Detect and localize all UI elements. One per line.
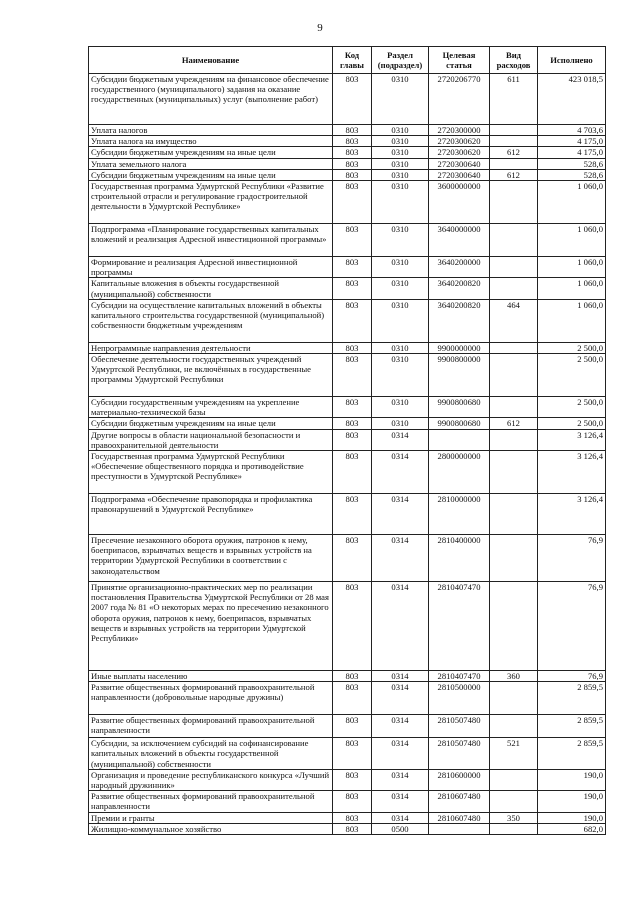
cell-section: 0310 bbox=[372, 299, 429, 342]
cell-section: 0310 bbox=[372, 224, 429, 257]
cell-kind bbox=[490, 823, 538, 834]
cell-name: Уплата налога на имущество bbox=[89, 136, 333, 147]
cell-name: Уплата земельного налога bbox=[89, 158, 333, 169]
cell-target: 2810507480 bbox=[429, 738, 490, 770]
cell-target: 2810407470 bbox=[429, 671, 490, 682]
cell-kind bbox=[490, 682, 538, 715]
table-row bbox=[89, 823, 606, 834]
cell-code: 803 bbox=[333, 397, 372, 418]
table-row bbox=[89, 136, 606, 147]
cell-section: 0314 bbox=[372, 715, 429, 738]
table-row bbox=[89, 169, 606, 180]
cell-kind: 360 bbox=[490, 671, 538, 682]
cell-target: 3640000000 bbox=[429, 224, 490, 257]
cell-done: 2 500,0 bbox=[538, 342, 606, 353]
table-row bbox=[89, 224, 606, 257]
cell-code: 803 bbox=[333, 429, 372, 450]
table-header-row bbox=[89, 47, 606, 74]
table-row bbox=[89, 158, 606, 169]
table-row bbox=[89, 278, 606, 299]
cell-code: 803 bbox=[333, 158, 372, 169]
cell-section: 0310 bbox=[372, 397, 429, 418]
cell-name: Капитальные вложения в объекты государственной (муниципальной) собственности bbox=[89, 278, 333, 299]
cell-code: 803 bbox=[333, 682, 372, 715]
cell-section: 0314 bbox=[372, 582, 429, 671]
cell-name: Иные выплаты населению bbox=[89, 671, 333, 682]
cell-code: 803 bbox=[333, 342, 372, 353]
table-row bbox=[89, 74, 606, 125]
cell-code: 803 bbox=[333, 738, 372, 770]
table-row bbox=[89, 715, 606, 738]
cell-kind bbox=[490, 494, 538, 535]
cell-name: Развитие общественных формирований правоохранительной направленности bbox=[89, 791, 333, 812]
cell-name: Премии и гранты bbox=[89, 812, 333, 823]
cell-code: 803 bbox=[333, 535, 372, 582]
cell-section: 0314 bbox=[372, 812, 429, 823]
cell-code: 803 bbox=[333, 181, 372, 224]
cell-kind: 350 bbox=[490, 812, 538, 823]
header-code: Код главы bbox=[333, 47, 372, 74]
cell-done: 190,0 bbox=[538, 812, 606, 823]
cell-done: 190,0 bbox=[538, 769, 606, 790]
cell-target: 2810600000 bbox=[429, 769, 490, 790]
cell-target: 9900800680 bbox=[429, 397, 490, 418]
cell-section: 0314 bbox=[372, 791, 429, 812]
cell-kind: 612 bbox=[490, 418, 538, 429]
table-row bbox=[89, 342, 606, 353]
cell-kind bbox=[490, 224, 538, 257]
cell-done: 2 500,0 bbox=[538, 354, 606, 397]
cell-kind bbox=[490, 715, 538, 738]
table-row bbox=[89, 257, 606, 278]
cell-name: Развитие общественных формирований правоохранительной направленности (добровольные народные дружины) bbox=[89, 682, 333, 715]
cell-code: 803 bbox=[333, 791, 372, 812]
cell-section: 0314 bbox=[372, 738, 429, 770]
cell-target: 9900800680 bbox=[429, 418, 490, 429]
cell-code: 803 bbox=[333, 451, 372, 494]
cell-kind bbox=[490, 582, 538, 671]
cell-code: 803 bbox=[333, 147, 372, 158]
cell-target: 3640200820 bbox=[429, 299, 490, 342]
table-row bbox=[89, 451, 606, 494]
cell-code: 803 bbox=[333, 715, 372, 738]
cell-code: 803 bbox=[333, 769, 372, 790]
cell-section: 0310 bbox=[372, 342, 429, 353]
cell-done: 2 500,0 bbox=[538, 418, 606, 429]
cell-done: 3 126,4 bbox=[538, 451, 606, 494]
cell-section: 0310 bbox=[372, 169, 429, 180]
cell-target: 9900800000 bbox=[429, 354, 490, 397]
cell-section: 0310 bbox=[372, 147, 429, 158]
cell-code: 803 bbox=[333, 418, 372, 429]
cell-section: 0310 bbox=[372, 181, 429, 224]
cell-done: 528,6 bbox=[538, 158, 606, 169]
cell-kind bbox=[490, 342, 538, 353]
cell-code: 803 bbox=[333, 136, 372, 147]
cell-name: Субсидии бюджетным учреждениям на иные цели bbox=[89, 418, 333, 429]
cell-section: 0314 bbox=[372, 429, 429, 450]
cell-target: 2720300000 bbox=[429, 125, 490, 136]
cell-kind bbox=[490, 429, 538, 450]
cell-kind bbox=[490, 158, 538, 169]
cell-code: 803 bbox=[333, 582, 372, 671]
cell-done: 1 060,0 bbox=[538, 224, 606, 257]
cell-target: 2720206770 bbox=[429, 74, 490, 125]
table-row bbox=[89, 494, 606, 535]
cell-section: 0310 bbox=[372, 74, 429, 125]
cell-kind: 612 bbox=[490, 147, 538, 158]
header-done: Исполнено bbox=[538, 47, 606, 74]
cell-target: 2720300620 bbox=[429, 136, 490, 147]
cell-target: 2720300640 bbox=[429, 169, 490, 180]
cell-section: 0310 bbox=[372, 354, 429, 397]
cell-done: 3 126,4 bbox=[538, 429, 606, 450]
cell-name: Развитие общественных формирований правоохранительной направленности bbox=[89, 715, 333, 738]
cell-name: Субсидии бюджетным учреждениям на иные цели bbox=[89, 169, 333, 180]
cell-section: 0500 bbox=[372, 823, 429, 834]
cell-name: Непрограммные направления деятельности bbox=[89, 342, 333, 353]
cell-name: Субсидии бюджетным учреждениям на финансовое обеспечение государственного (муниципального) задания на оказание государственных (муниципальных) услуг (выполнение работ) bbox=[89, 74, 333, 125]
cell-name: Другие вопросы в области национальной безопасности и правоохранительной деятельности bbox=[89, 429, 333, 450]
cell-name: Организация и проведение республиканского конкурса «Лучший народный дружинник» bbox=[89, 769, 333, 790]
cell-done: 1 060,0 bbox=[538, 257, 606, 278]
cell-target: 3600000000 bbox=[429, 181, 490, 224]
cell-name: Субсидии государственным учреждениям на укрепление материально-технической базы bbox=[89, 397, 333, 418]
cell-done: 423 018,5 bbox=[538, 74, 606, 125]
cell-section: 0314 bbox=[372, 451, 429, 494]
cell-done: 4 703,6 bbox=[538, 125, 606, 136]
cell-code: 803 bbox=[333, 125, 372, 136]
cell-done: 76,9 bbox=[538, 671, 606, 682]
cell-target: 2810607480 bbox=[429, 812, 490, 823]
cell-kind bbox=[490, 278, 538, 299]
cell-done: 528,6 bbox=[538, 169, 606, 180]
budget-table bbox=[88, 46, 606, 835]
cell-target: 3640200820 bbox=[429, 278, 490, 299]
cell-done: 682,0 bbox=[538, 823, 606, 834]
cell-name: Формирование и реализация Адресной инвестиционной программы bbox=[89, 257, 333, 278]
cell-name: Принятие организационно-практических мер по реализации постановления Правительства Удмуртской Республики от 28 мая 2007 года № 81 «О некоторых мерах по пресечению незаконного оборота оружия, патронов к нему, боеприпасов, взрывчатых веществ и взрывных устройств на территории Удмуртской Республики» bbox=[89, 582, 333, 671]
cell-kind: 612 bbox=[490, 169, 538, 180]
header-target: Целевая статья bbox=[429, 47, 490, 74]
cell-kind bbox=[490, 257, 538, 278]
cell-target: 2810400000 bbox=[429, 535, 490, 582]
cell-section: 0314 bbox=[372, 494, 429, 535]
cell-section: 0314 bbox=[372, 682, 429, 715]
cell-target: 2810407470 bbox=[429, 582, 490, 671]
cell-target: 2810607480 bbox=[429, 791, 490, 812]
table-row bbox=[89, 671, 606, 682]
cell-kind bbox=[490, 451, 538, 494]
cell-section: 0310 bbox=[372, 158, 429, 169]
cell-done: 190,0 bbox=[538, 791, 606, 812]
cell-name: Пресечение незаконного оборота оружия, патронов к нему, боеприпасов, взрывчатых веществ и взрывных устройств на территории Удмуртской Республики в соответствии с законодательством bbox=[89, 535, 333, 582]
cell-kind bbox=[490, 354, 538, 397]
cell-target: 2720300640 bbox=[429, 158, 490, 169]
table-row bbox=[89, 791, 606, 812]
cell-target: 2720300620 bbox=[429, 147, 490, 158]
table-row bbox=[89, 181, 606, 224]
cell-done: 2 500,0 bbox=[538, 397, 606, 418]
header-section: Раздел (подраздел) bbox=[372, 47, 429, 74]
cell-done: 2 859,5 bbox=[538, 715, 606, 738]
cell-section: 0310 bbox=[372, 257, 429, 278]
table-row bbox=[89, 429, 606, 450]
cell-name: Государственная программа Удмуртской Республики «Развитие строительной отрасли и регулирование градостроительной деятельности в Удмуртской Республике» bbox=[89, 181, 333, 224]
cell-kind: 611 bbox=[490, 74, 538, 125]
cell-name: Субсидии на осуществление капитальных вложений в объекты капитального строительства государственной (муниципальной) собственности бюджетным учреждениям bbox=[89, 299, 333, 342]
cell-name: Субсидии, за исключением субсидий на софинансирование капитальных вложений в объекты государственной (муниципальной) собственности bbox=[89, 738, 333, 770]
cell-target bbox=[429, 429, 490, 450]
cell-target: 3640200000 bbox=[429, 257, 490, 278]
cell-kind: 521 bbox=[490, 738, 538, 770]
table-row bbox=[89, 812, 606, 823]
cell-kind bbox=[490, 769, 538, 790]
table-row bbox=[89, 535, 606, 582]
cell-done: 76,9 bbox=[538, 535, 606, 582]
cell-code: 803 bbox=[333, 671, 372, 682]
cell-target: 9900000000 bbox=[429, 342, 490, 353]
cell-done: 76,9 bbox=[538, 582, 606, 671]
cell-code: 803 bbox=[333, 169, 372, 180]
cell-code: 803 bbox=[333, 812, 372, 823]
cell-section: 0314 bbox=[372, 535, 429, 582]
cell-kind bbox=[490, 125, 538, 136]
table-row bbox=[89, 354, 606, 397]
cell-name: Государственная программа Удмуртской Республики «Обеспечение общественного порядка и противодействие преступности в Удмуртской Республике» bbox=[89, 451, 333, 494]
cell-done: 1 060,0 bbox=[538, 181, 606, 224]
cell-done: 1 060,0 bbox=[538, 278, 606, 299]
cell-code: 803 bbox=[333, 257, 372, 278]
cell-name: Жилищно-коммунальное хозяйство bbox=[89, 823, 333, 834]
cell-name: Подпрограмма «Обеспечение правопорядка и профилактика правонарушений в Удмуртской Республике» bbox=[89, 494, 333, 535]
cell-target bbox=[429, 823, 490, 834]
table-row bbox=[89, 582, 606, 671]
cell-kind bbox=[490, 397, 538, 418]
cell-code: 803 bbox=[333, 299, 372, 342]
cell-name: Уплата налогов bbox=[89, 125, 333, 136]
cell-done: 2 859,5 bbox=[538, 738, 606, 770]
header-kind: Вид расходов bbox=[490, 47, 538, 74]
table-row bbox=[89, 147, 606, 158]
cell-name: Субсидии бюджетным учреждениям на иные цели bbox=[89, 147, 333, 158]
cell-done: 4 175,0 bbox=[538, 136, 606, 147]
cell-section: 0314 bbox=[372, 769, 429, 790]
cell-done: 1 060,0 bbox=[538, 299, 606, 342]
cell-done: 3 126,4 bbox=[538, 494, 606, 535]
cell-name: Подпрограмма «Планирование государственных капитальных вложений и реализация Адресной инвестиционной программы» bbox=[89, 224, 333, 257]
header-name: Наименование bbox=[89, 47, 333, 74]
cell-target: 2810507480 bbox=[429, 715, 490, 738]
cell-kind bbox=[490, 181, 538, 224]
cell-done: 4 175,0 bbox=[538, 147, 606, 158]
cell-kind: 464 bbox=[490, 299, 538, 342]
cell-code: 803 bbox=[333, 823, 372, 834]
cell-code: 803 bbox=[333, 224, 372, 257]
table-row bbox=[89, 769, 606, 790]
cell-code: 803 bbox=[333, 354, 372, 397]
cell-target: 2800000000 bbox=[429, 451, 490, 494]
table-row bbox=[89, 125, 606, 136]
table-row bbox=[89, 299, 606, 342]
cell-section: 0310 bbox=[372, 136, 429, 147]
cell-name: Обеспечение деятельности государственных учреждений Удмуртской Республики, не включённых в государственные программы Удмуртской Республики bbox=[89, 354, 333, 397]
table-row bbox=[89, 682, 606, 715]
cell-section: 0310 bbox=[372, 278, 429, 299]
table-row bbox=[89, 738, 606, 770]
cell-section: 0314 bbox=[372, 671, 429, 682]
cell-code: 803 bbox=[333, 278, 372, 299]
cell-code: 803 bbox=[333, 74, 372, 125]
table-row bbox=[89, 418, 606, 429]
cell-code: 803 bbox=[333, 494, 372, 535]
cell-target: 2810500000 bbox=[429, 682, 490, 715]
table-row bbox=[89, 397, 606, 418]
cell-kind bbox=[490, 535, 538, 582]
cell-target: 2810000000 bbox=[429, 494, 490, 535]
page-number: 9 bbox=[317, 22, 323, 34]
cell-kind bbox=[490, 136, 538, 147]
cell-kind bbox=[490, 791, 538, 812]
cell-done: 2 859,5 bbox=[538, 682, 606, 715]
cell-section: 0310 bbox=[372, 125, 429, 136]
cell-section: 0310 bbox=[372, 418, 429, 429]
